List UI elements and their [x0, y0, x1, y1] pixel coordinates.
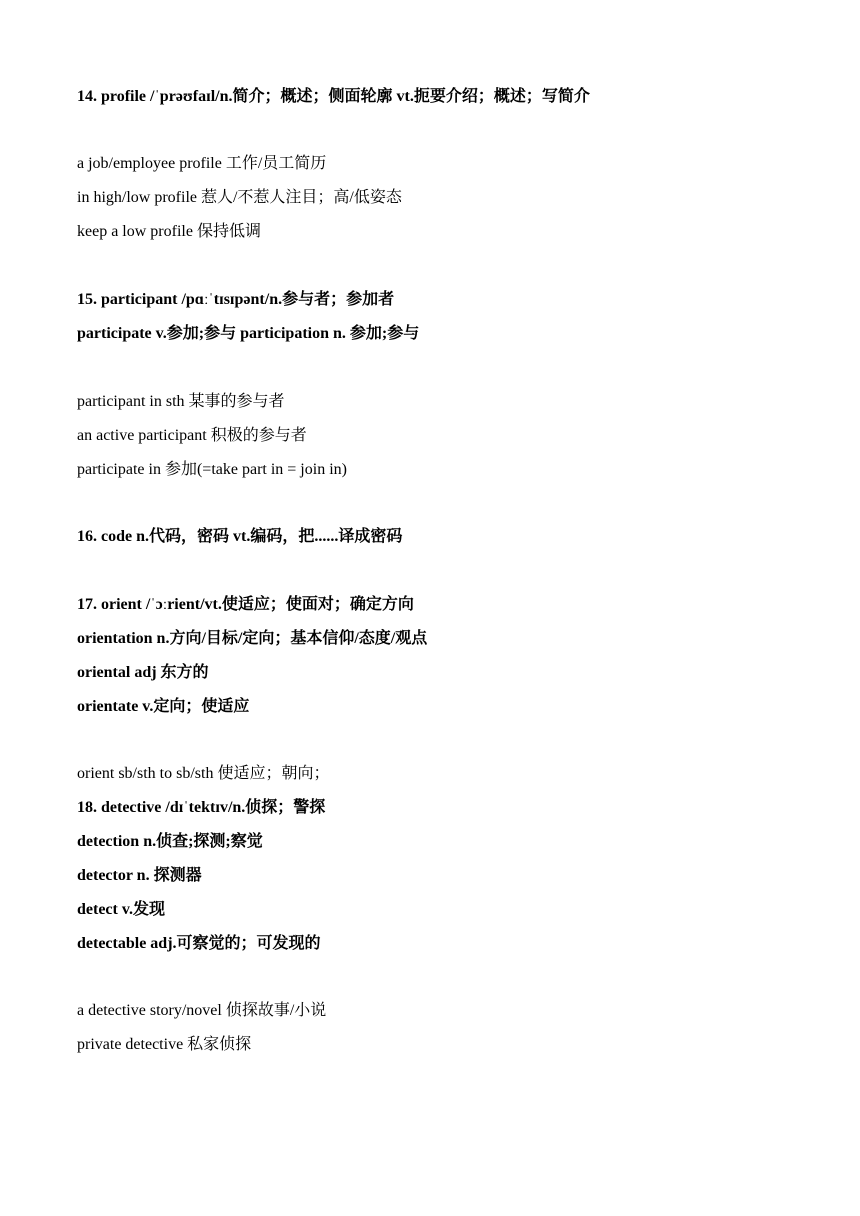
entry-15-phrase-active-participant: an active participant 积极的参与者 [77, 427, 307, 444]
entry-17-orientate: orientate v.定向；使适应 [77, 698, 250, 715]
entry-17-headword: 17. orient /ˈɔːrient/vt.使适应；使面对；确定方向 [77, 596, 414, 613]
entry-18-detectable: detectable adj.可察觉的；可发现的 [77, 935, 321, 952]
entry-15-derivatives: participate v.参加;参与 participation n. 参加;参与 [77, 325, 420, 342]
entry-17-orientation: orientation n.方向/目标/定向；基本信仰/态度/观点 [77, 630, 428, 647]
entry-14-phrase-job-profile: a job/employee profile 工作/员工简历 [77, 155, 327, 172]
entry-18-detection: detection n.侦查;探测;察觉 [77, 833, 263, 850]
entry-18-detector: detector n. 探测器 [77, 867, 202, 884]
entry-18-phrase-detective-story: a detective story/novel 侦探故事/小说 [77, 1002, 327, 1019]
entry-15-headword: 15. participant /pɑːˈtɪsɪpənt/n.参与者；参加者 [77, 291, 395, 308]
entry-14-headword: 14. profile /ˈprəʊfaɪl/n.简介；概述；侧面轮廓 vt.扼要介绍；概述；写简介 [77, 88, 590, 105]
entry-15-phrase-participate-in: participate in 参加(=take part in = join in) [77, 461, 347, 478]
entry-15-phrase-participant-in: participant in sth 某事的参与者 [77, 393, 285, 410]
entry-18-headword: 18. detective /dɪˈtektɪv/n.侦探；警探 [77, 799, 326, 816]
entry-14-phrase-keep-low-profile: keep a low profile 保持低调 [77, 223, 261, 240]
entry-16-headword: 16. code n.代码，密码 vt.编码，把......译成密码 [77, 528, 403, 545]
entry-17-oriental: oriental adj 东方的 [77, 664, 209, 681]
entry-17-phrase-orient-to: orient sb/sth to sb/sth 使适应；朝向； [77, 765, 330, 782]
entry-18-detect: detect v.发现 [77, 901, 165, 918]
entry-18-phrase-private-detective: private detective 私家侦探 [77, 1036, 252, 1053]
entry-14-phrase-high-low-profile: in high/low profile 惹人/不惹人注目；高/低姿态 [77, 189, 402, 206]
